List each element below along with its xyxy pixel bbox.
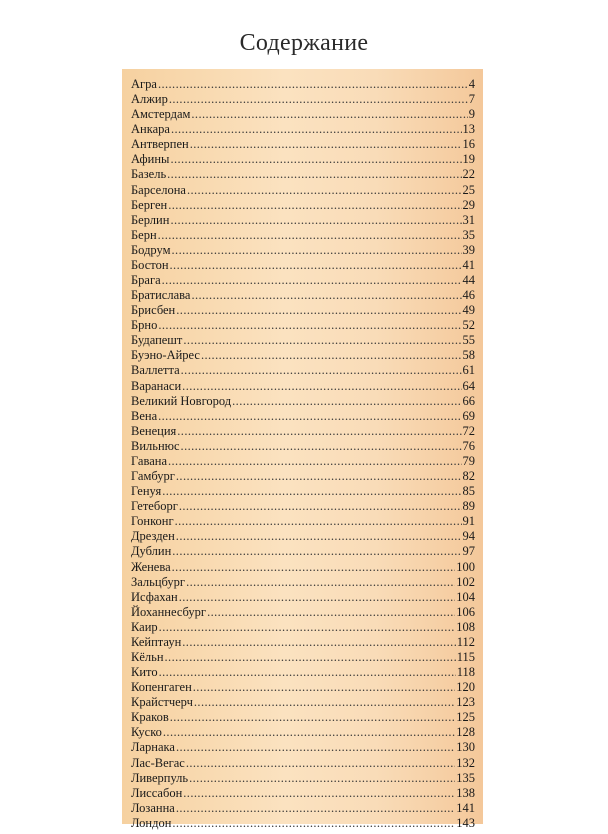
dot-leader [158, 228, 462, 243]
toc-entry-page-number: 41 [462, 257, 475, 272]
toc-entry-name: Афины [131, 152, 170, 167]
dot-leader [163, 725, 455, 740]
toc-entry-page-number: 115 [456, 649, 475, 664]
toc-entry[interactable] [131, 771, 475, 786]
toc-entry-page-number: 79 [462, 453, 475, 468]
toc-entry-name: Каир [131, 619, 158, 634]
toc-entry-name: Барселона [131, 182, 186, 197]
dot-leader [179, 590, 456, 605]
toc-entry[interactable] [131, 77, 475, 92]
toc-entry-name: Берлин [131, 212, 170, 227]
page-title: Содержание [239, 30, 369, 56]
toc-entry[interactable] [131, 439, 475, 454]
toc-entry-page-number: 118 [456, 665, 475, 680]
toc-entry-name: Антверпен [131, 137, 189, 152]
dot-leader [159, 665, 456, 680]
dot-leader [172, 243, 462, 258]
toc-entry[interactable] [131, 213, 475, 228]
toc-entry[interactable] [131, 514, 475, 529]
toc-entry[interactable] [131, 454, 475, 469]
toc-entry-name: Берген [131, 197, 168, 212]
dot-leader [186, 575, 455, 590]
dot-leader [181, 439, 462, 454]
toc-entry[interactable] [131, 243, 475, 258]
toc-entry-page-number: 89 [462, 499, 475, 514]
toc-entry-name: Гавана [131, 453, 167, 468]
toc-entry-page-number: 22 [462, 167, 475, 182]
toc-entry[interactable] [131, 650, 475, 665]
toc-entry-page-number: 55 [462, 333, 475, 348]
toc-entry-page-number: 19 [462, 152, 475, 167]
toc-entry-page-number: 91 [462, 514, 475, 529]
toc-entry-page-number: 46 [462, 288, 475, 303]
toc-entry[interactable] [131, 167, 475, 182]
toc-entry-name: Лозанна [131, 800, 175, 815]
toc-list [131, 77, 475, 831]
dot-leader [177, 424, 461, 439]
toc-entry-page-number: 7 [468, 92, 475, 107]
dot-leader [165, 650, 456, 665]
toc-entry[interactable] [131, 424, 475, 439]
toc-entry-page-number: 29 [462, 197, 475, 212]
dot-leader [190, 137, 462, 152]
toc-entry-page-number: 112 [456, 634, 475, 649]
toc-entry[interactable] [131, 725, 475, 740]
toc-entry-page-number: 106 [456, 604, 475, 619]
toc-entry[interactable] [131, 575, 475, 590]
dot-leader [191, 288, 461, 303]
toc-entry-page-number: 16 [462, 137, 475, 152]
toc-entry-page-number: 58 [462, 348, 475, 363]
dot-leader [159, 620, 456, 635]
toc-entry[interactable] [131, 258, 475, 273]
toc-entry-name: Дублин [131, 544, 172, 559]
toc-entry[interactable] [131, 786, 475, 801]
toc-entry-name: Варанаси [131, 378, 182, 393]
dot-leader [170, 152, 461, 167]
toc-entry-page-number: 132 [456, 755, 475, 770]
toc-entry-page-number: 39 [462, 242, 475, 257]
dot-leader [189, 771, 455, 786]
toc-entry[interactable] [131, 590, 475, 605]
dot-leader [182, 379, 461, 394]
toc-entry[interactable] [131, 484, 475, 499]
toc-entry[interactable] [131, 122, 475, 137]
table-of-contents [122, 69, 483, 830]
dot-leader [186, 756, 455, 771]
toc-entry[interactable] [131, 107, 475, 122]
toc-entry[interactable] [131, 363, 475, 378]
dot-leader [176, 529, 462, 544]
toc-entry[interactable] [131, 620, 475, 635]
dot-leader [162, 273, 462, 288]
toc-entry[interactable] [131, 318, 475, 333]
dot-leader [182, 635, 455, 650]
dot-leader [158, 409, 461, 424]
toc-entry-name: Дрезден [131, 529, 175, 544]
toc-entry[interactable] [131, 801, 475, 816]
toc-entry-name: Брисбен [131, 303, 176, 318]
toc-entry[interactable] [131, 409, 475, 424]
toc-entry-name: Алжир [131, 92, 168, 107]
dot-leader [207, 605, 455, 620]
toc-entry-page-number: 72 [462, 423, 475, 438]
toc-entry-page-number: 123 [456, 695, 475, 710]
toc-entry-page-number: 100 [456, 559, 475, 574]
toc-entry[interactable] [131, 529, 475, 544]
toc-entry-name: Великий Новгород [131, 393, 232, 408]
toc-entry-name: Венеция [131, 423, 177, 438]
toc-entry-page-number: 82 [462, 469, 475, 484]
toc-entry[interactable] [131, 756, 475, 771]
toc-entry[interactable] [131, 348, 475, 363]
dot-leader [168, 198, 461, 213]
toc-entry-page-number: 135 [456, 770, 475, 785]
toc-entry-name: Исфахан [131, 589, 178, 604]
dot-leader [158, 77, 468, 92]
toc-entry-name: Берн [131, 227, 157, 242]
toc-entry-name: Анкара [131, 122, 170, 137]
toc-entry-page-number: 143 [456, 815, 475, 830]
dot-leader [171, 122, 462, 137]
toc-entry-page-number: 130 [456, 740, 475, 755]
toc-entry-page-number: 66 [462, 393, 475, 408]
toc-entry-name: Буэно-Айрес [131, 348, 200, 363]
toc-entry-name: Будапешт [131, 333, 183, 348]
toc-entry-page-number: 76 [462, 438, 475, 453]
dot-leader [162, 484, 461, 499]
toc-entry-name: Бодрум [131, 242, 171, 257]
toc-entry-page-number: 102 [456, 574, 475, 589]
toc-entry-name: Бостон [131, 257, 169, 272]
toc-entry-page-number: 44 [462, 273, 475, 288]
toc-entry-name: Гамбург [131, 469, 175, 484]
toc-entry[interactable] [131, 92, 475, 107]
toc-entry-page-number: 138 [456, 785, 475, 800]
dot-leader [183, 786, 455, 801]
toc-entry-page-number: 13 [462, 122, 475, 137]
dot-leader [181, 363, 462, 378]
toc-entry-page-number: 141 [456, 800, 475, 815]
toc-entry-page-number: 35 [462, 227, 475, 242]
dot-leader [176, 303, 461, 318]
toc-entry-page-number: 25 [462, 182, 475, 197]
toc-entry-name: Зальцбург [131, 574, 186, 589]
toc-entry[interactable] [131, 303, 475, 318]
dot-leader [194, 695, 455, 710]
dot-leader [176, 469, 462, 484]
toc-entry-page-number: 125 [456, 710, 475, 725]
toc-entry[interactable] [131, 228, 475, 243]
toc-entry-name: Кёльн [131, 649, 164, 664]
dot-leader [183, 333, 461, 348]
toc-entry-page-number: 104 [456, 589, 475, 604]
dot-leader [167, 167, 461, 182]
toc-entry-name: Вена [131, 408, 158, 423]
toc-entry-name: Ливерпуль [131, 770, 189, 785]
toc-entry-name: Краков [131, 710, 169, 725]
toc-entry[interactable] [131, 560, 475, 575]
toc-entry-name: Кито [131, 665, 158, 680]
dot-leader [172, 560, 456, 575]
toc-entry-page-number: 52 [462, 318, 475, 333]
dot-leader [170, 258, 462, 273]
toc-entry-page-number: 108 [456, 619, 475, 634]
toc-entry-name: Амстердам [131, 107, 191, 122]
toc-entry[interactable] [131, 198, 475, 213]
toc-entry-name: Вильнюс [131, 438, 180, 453]
toc-entry-page-number: 97 [462, 544, 475, 559]
dot-leader [179, 499, 462, 514]
dot-leader [193, 680, 455, 695]
toc-entry-name: Агра [131, 77, 157, 91]
dot-leader [170, 710, 456, 725]
toc-entry-page-number: 85 [462, 484, 475, 499]
toc-entry[interactable] [131, 469, 475, 484]
dot-leader [172, 544, 461, 559]
toc-entry-page-number: 120 [456, 680, 475, 695]
toc-entry[interactable] [131, 605, 475, 620]
toc-entry-page-number: 94 [462, 529, 475, 544]
toc-entry-page-number: 49 [462, 303, 475, 318]
toc-entry[interactable] [131, 680, 475, 695]
toc-entry-page-number: 128 [456, 725, 475, 740]
toc-entry-page-number: 64 [462, 378, 475, 393]
toc-entry[interactable] [131, 152, 475, 167]
toc-entry-name: Генуя [131, 484, 162, 499]
toc-entry-page-number: 31 [462, 212, 475, 227]
dot-leader [176, 801, 455, 816]
toc-entry-name: Базель [131, 167, 167, 182]
toc-entry-name: Гетеборг [131, 499, 178, 514]
dot-leader [187, 183, 462, 198]
toc-entry-name: Лас-Вегас [131, 755, 185, 770]
toc-entry[interactable] [131, 665, 475, 680]
dot-leader [176, 740, 455, 755]
dot-leader [191, 107, 467, 122]
toc-entry-name: Лондон [131, 815, 172, 830]
dot-leader [169, 92, 468, 107]
toc-entry[interactable] [131, 288, 475, 303]
toc-entry[interactable] [131, 816, 475, 831]
dot-leader [172, 816, 455, 831]
toc-entry-name: Братислава [131, 288, 191, 303]
toc-entry-name: Копенгаген [131, 680, 192, 695]
toc-entry[interactable] [131, 379, 475, 394]
toc-entry[interactable] [131, 333, 475, 348]
dot-leader [168, 454, 462, 469]
toc-entry[interactable] [131, 635, 475, 650]
dot-leader [170, 213, 461, 228]
toc-entry-name: Женева [131, 559, 171, 574]
toc-entry[interactable] [131, 740, 475, 755]
toc-entry-name: Брага [131, 273, 161, 288]
toc-entry-page-number: 69 [462, 408, 475, 423]
toc-entry-name: Йоханнесбург [131, 604, 207, 619]
toc-entry-page-number: 61 [462, 363, 475, 378]
toc-entry-name: Ларнака [131, 740, 175, 755]
dot-leader [158, 318, 461, 333]
toc-entry-page-number: 9 [468, 107, 475, 122]
toc-entry[interactable] [131, 710, 475, 725]
toc-entry[interactable] [131, 695, 475, 710]
toc-entry[interactable] [131, 544, 475, 559]
toc-entry-name: Брно [131, 318, 158, 333]
toc-entry[interactable] [131, 394, 475, 409]
toc-entry[interactable] [131, 273, 475, 288]
dot-leader [201, 348, 462, 363]
toc-entry-name: Куско [131, 725, 162, 740]
dot-leader [175, 514, 462, 529]
toc-entry-name: Лиссабон [131, 785, 183, 800]
dot-leader [232, 394, 461, 409]
toc-entry-name: Кейптаун [131, 634, 182, 649]
toc-entry[interactable] [131, 137, 475, 152]
toc-entry[interactable] [131, 183, 475, 198]
toc-entry-name: Гонконг [131, 514, 174, 529]
toc-entry[interactable] [131, 499, 475, 514]
toc-entry-name: Крайстчерч [131, 695, 193, 710]
toc-entry-name: Валлетта [131, 363, 180, 378]
toc-entry-page-number: 4 [468, 77, 475, 91]
